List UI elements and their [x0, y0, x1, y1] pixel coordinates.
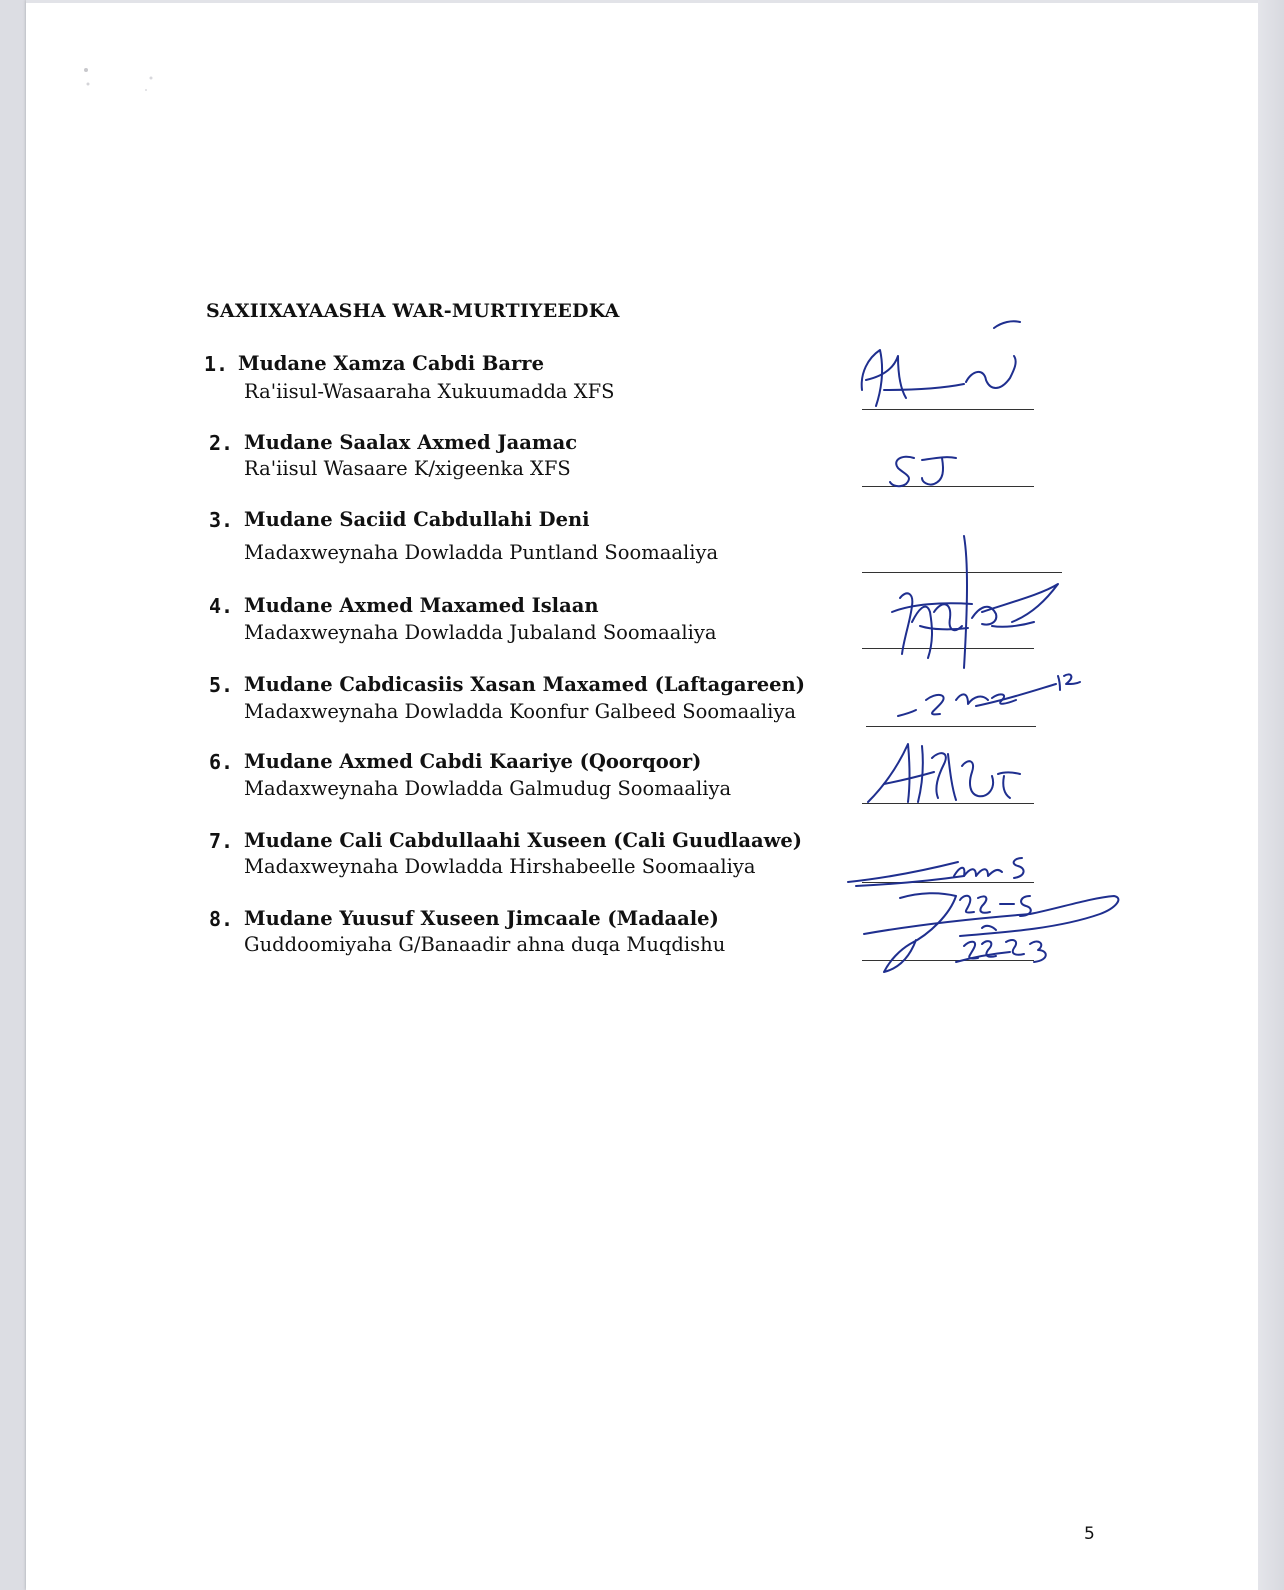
signatory-number: 8.	[209, 907, 234, 931]
signatory-title: Ra'iisul Wasaare K/xigeenka XFS	[244, 457, 571, 480]
signatory-name: Mudane Yuusuf Xuseen Jimcaale (Madaale)	[244, 907, 719, 930]
signatory-title: Madaxweynaha Dowladda Galmudug Soomaaliya	[244, 777, 732, 800]
signatory-number: 2.	[209, 431, 234, 455]
signatory-number: 1.	[204, 352, 229, 376]
signatory-number: 6.	[209, 750, 234, 774]
signatory-title: Madaxweynaha Dowladda Koonfur Galbeed Soomaaliya	[244, 700, 796, 723]
signatory-name: Mudane Xamza Cabdi Barre	[238, 352, 544, 375]
document-page	[26, 0, 1258, 1590]
signature-5	[896, 670, 1086, 726]
signatory-name: Mudane Saciid Cabdullahi Deni	[244, 508, 590, 531]
page-top-edge	[26, 0, 1258, 3]
signatory-title: Madaxweynaha Dowladda Hirshabeelle Soomaaliya	[244, 855, 756, 878]
signatory-number: 5.	[209, 673, 234, 697]
page-title: SAXIIXAYAASHA WAR-MURTIYEEDKA	[206, 300, 620, 322]
signature-2	[888, 450, 968, 492]
signatory-name: Mudane Saalax Axmed Jaamac	[244, 431, 578, 454]
page-right-edge	[1258, 0, 1284, 1590]
signatory-title: Madaxweynaha Dowladda Jubaland Soomaaliya	[244, 621, 717, 644]
signatory-name: Mudane Axmed Maxamed Islaan	[244, 594, 599, 617]
signatory-number: 3.	[209, 508, 234, 532]
page-number: 5	[1084, 1524, 1095, 1544]
signature-8	[860, 884, 1130, 984]
signature-line-5	[866, 726, 1036, 727]
signatory-name: Mudane Cali Cabdullaahi Xuseen (Cali Guudlaawe)	[244, 829, 803, 852]
signatory-title: Guddoomiyaha G/Banaadir ahna duqa Muqdishu	[244, 933, 726, 956]
scan-smudge	[76, 64, 166, 100]
signature-3	[872, 530, 1062, 670]
signatory-name: Mudane Axmed Cabdi Kaariye (Qoorqoor)	[244, 750, 702, 773]
signatory-number: 7.	[209, 829, 234, 853]
signatory-number: 4.	[209, 594, 234, 618]
signatory-title: Madaxweynaha Dowladda Puntland Soomaaliya	[244, 541, 719, 564]
signature-1	[854, 318, 1044, 410]
signatory-name: Mudane Cabdicasiis Xasan Maxamed (Laftagareen)	[244, 673, 805, 696]
signature-6	[864, 736, 1044, 808]
signatory-title: Ra'iisul-Wasaaraha Xukuumadda XFS	[244, 380, 615, 403]
